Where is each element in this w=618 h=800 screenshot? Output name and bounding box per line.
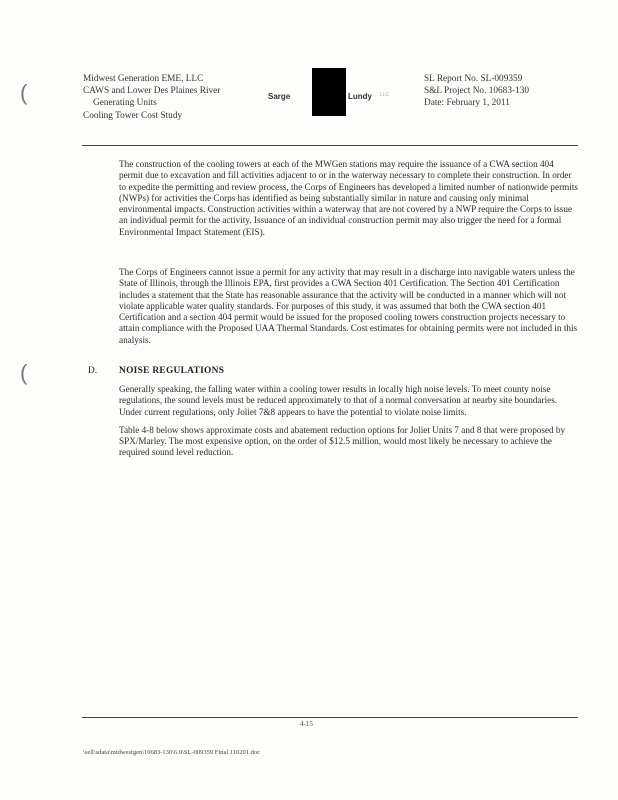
section-letter: D. bbox=[88, 366, 98, 376]
header-left-block bbox=[83, 73, 220, 122]
header-rule bbox=[82, 145, 578, 146]
footer-rule bbox=[82, 717, 578, 718]
paragraph: The Corps of Engineers cannot issue a permit for any activity that may result in a discharge into navigable waters unless the State of Illinois, through the Illinois EPA, first provides a CWA Section 401 Certification. The Section 401 Certification includes a statement that the State has reasonable assurance that the activity will be conducted in a manner which will not violate applicable water quality standards. For purposes of this study, it was assumed that both the CWA section 401 Certification and a section 404 permit would be issued for the proposed cooling towers construction projects necessary to attain compliance with the Proposed UAA Thermal Standards. Cost estimates for obtaining permits were not included in this analysis. bbox=[119, 267, 578, 345]
body-section-noise bbox=[119, 384, 579, 466]
report-date: Date: February 1, 2011 bbox=[424, 98, 510, 109]
company-name: Midwest Generation EME, LLC bbox=[83, 74, 204, 84]
logo-text-left: Sarge bbox=[268, 92, 291, 101]
logo-suffix: LLC bbox=[380, 92, 390, 98]
paragraph: The construction of the cooling towers at each of the MWGen stations may require the issuance of a CWA section 404 permit due to excavation and fill activities adjacent to or in the waterway necessary to complete their construction. In order to expedite the permitting and review process, the Corps of Engineers has developed a limited number of nationwide permits (NWPs) for activities the Corps has identified as being substantially similar in nature and causing only minimal environmental impacts. Construction activities within a waterway that are not covered by a NWP require the Corps to issue an individual permit for the activity. Issuance of an individual construction permit may also trigger the need for a formal Environmental Impact Statement (EIS). bbox=[119, 159, 578, 237]
binder-hole-mark: ( bbox=[20, 80, 28, 105]
section-title: NOISE REGULATIONS bbox=[119, 366, 225, 376]
page-number: 4-15 bbox=[300, 720, 313, 728]
body-section-permits bbox=[119, 159, 579, 365]
paragraph: Generally speaking, the falling water within a cooling tower results in locally high noise levels. To meet county noise regulations, the sound levels must be reduced approximately to that of a normal conversation at nearby site boundaries. Under current regulations, only Joliet 7&8 appears to have the potential to violate noise limits. bbox=[119, 384, 558, 417]
sargent-lundy-logo bbox=[268, 68, 398, 116]
binder-hole-mark: ( bbox=[20, 360, 28, 385]
redaction-block bbox=[312, 68, 346, 116]
study-name: Cooling Tower Cost Study bbox=[83, 110, 183, 121]
project-name-cont: Generating Units bbox=[93, 98, 157, 109]
project-name: CAWS and Lower Des Plaines River bbox=[83, 86, 221, 97]
file-path: \sell\sdata\midwestgen\10683-130\6.0\SL-009359 Final 110201.doc bbox=[83, 749, 261, 756]
header-right-block bbox=[424, 73, 529, 110]
report-number: SL Report No. SL-009359 bbox=[424, 74, 523, 84]
logo-text-right: Lundy bbox=[348, 92, 372, 101]
project-number: S&L Project No. 10683-130 bbox=[424, 86, 530, 97]
paragraph: Table 4-8 below shows approximate costs and abatement reduction options for Joliet Units 7 and 8 that were proposed by SPX/Marley. The most expensive option, on the order of $12.5 million, would most likely be necessary to achieve the required sound level reduction. bbox=[119, 424, 566, 458]
